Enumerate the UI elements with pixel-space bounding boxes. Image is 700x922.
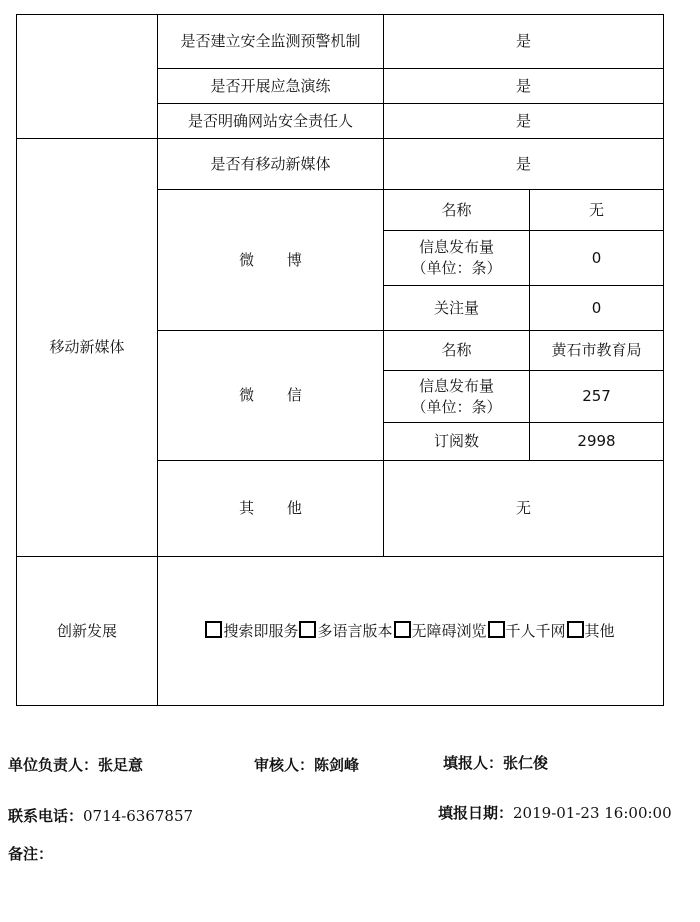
- phone-number: 0714-6367857: [83, 807, 194, 825]
- weixin-subscribers-value: 2998: [530, 423, 664, 461]
- weixin-posts-label-line2: （单位：条）: [411, 397, 502, 416]
- weibo-followers-value: 0: [530, 286, 664, 331]
- option-personalized: 千人千网: [505, 621, 566, 640]
- phone-label: 联系电话：: [8, 807, 84, 825]
- weixin-posts-label: [384, 371, 530, 423]
- option-other: 其他: [584, 621, 615, 640]
- monitoring-warning-value: 是: [384, 15, 664, 69]
- weibo-posts-label-line2: （单位：条）: [411, 259, 502, 277]
- other-media-value: 无: [384, 461, 664, 557]
- unit-head: [8, 754, 143, 775]
- contact-phone: [8, 805, 193, 826]
- weixin-label: 微 信: [158, 331, 384, 461]
- has-mobile-media-label: 是否有移动新媒体: [158, 139, 384, 190]
- option-multilingual: 多语言版本: [317, 621, 393, 640]
- reviewer: [254, 754, 359, 775]
- innovation-options: [158, 557, 664, 706]
- fill-date-value: 2019-01-23 16:00:00: [513, 804, 672, 822]
- reviewer-label: 审核人：: [254, 756, 315, 774]
- unit-head-name: 张足意: [98, 756, 144, 774]
- weibo-name-value: 无: [530, 190, 664, 231]
- weibo-posts-value: 0: [530, 231, 664, 286]
- weibo-name-label: 名称: [384, 190, 530, 231]
- other-media-label: 其 他: [158, 461, 384, 557]
- weixin-posts-label-line1: 信息发布量: [418, 376, 494, 395]
- has-mobile-media-value: 是: [384, 139, 664, 190]
- weixin-name-label: 名称: [384, 331, 530, 371]
- innovation-label: 创新发展: [17, 557, 158, 706]
- security-section-cell: [17, 15, 158, 139]
- emergency-drill-label: 是否开展应急演练: [158, 69, 384, 104]
- security-responsible-label: 是否明确网站安全责任人: [158, 104, 384, 139]
- report-table: [16, 14, 664, 706]
- reviewer-name: 陈剑峰: [314, 756, 360, 774]
- weixin-subscribers-label: 订阅数: [384, 423, 530, 461]
- fill-date-label: 填报日期：: [438, 804, 514, 822]
- checkbox-accessibility[interactable]: [394, 621, 411, 638]
- mobile-media-section-label: 移动新媒体: [17, 139, 158, 557]
- option-search-service: 搜索即服务: [223, 621, 299, 640]
- remarks-label: 备注：: [8, 845, 54, 863]
- weibo-posts-label: [384, 231, 530, 286]
- security-responsible-value: 是: [384, 104, 664, 139]
- weixin-name-value: 黄石市教育局: [530, 331, 664, 371]
- weibo-followers-label: 关注量: [384, 286, 530, 331]
- weibo-label: 微 博: [158, 190, 384, 331]
- filler: [443, 752, 548, 773]
- weibo-posts-label-line1: 信息发布量: [418, 238, 494, 256]
- filler-label: 填报人：: [443, 754, 504, 772]
- monitoring-warning-label: 是否建立安全监测预警机制: [158, 15, 384, 69]
- checkbox-personalized[interactable]: [488, 621, 505, 638]
- option-accessibility: 无障碍浏览: [411, 621, 487, 640]
- checkbox-search-service[interactable]: [205, 621, 222, 638]
- checkbox-multilingual[interactable]: [299, 621, 316, 638]
- checkbox-other[interactable]: [567, 621, 584, 638]
- fill-date: [438, 802, 672, 823]
- filler-name: 张仁俊: [503, 754, 549, 772]
- emergency-drill-value: 是: [384, 69, 664, 104]
- weixin-posts-value: 257: [530, 371, 664, 423]
- unit-head-label: 单位负责人：: [8, 756, 99, 774]
